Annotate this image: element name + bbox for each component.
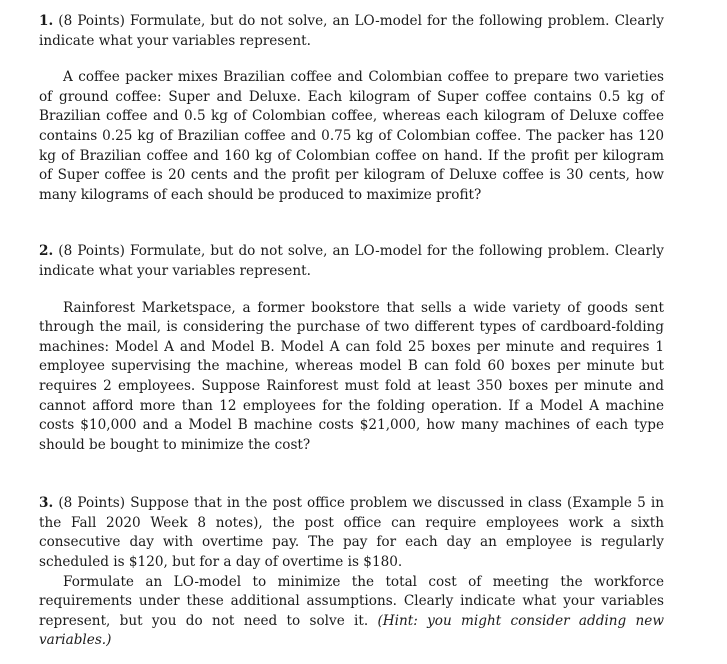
- problem-1-number: 1.: [39, 13, 54, 29]
- problem-3-body-text: Formulate an LO-model to minimize the total cost of meeting the workforce requirements under these additional assumptions. Clearly indicate what your variables represent, but you do not need to solve it.: [39, 573, 664, 629]
- problem-2: [39, 242, 664, 455]
- problem-3-body: [39, 573, 664, 651]
- problem-3-instructions: (8 Points) Suppose that in the post office problem we discussed in class (Example 5 in the Fall 2020 Week 8 notes), the post office can require employees work a sixth consecutive day with overtime pay. The pay for each day an employee is regularly scheduled is $120, but for a day of overtime is $180.: [39, 495, 664, 571]
- problem-2-header: [39, 242, 664, 281]
- problem-2-body: Rainforest Marketspace, a former bookstore that sells a wide variety of goods sent through the mail, is considering the purchase of two different types of cardboard-folding machines: Model A and Model B. Model A can fold 25 boxes per minute and requires 1 employee supervising the machine, whereas model B can fold 60 boxes per minute but requires 2 employees. Suppose Rainforest must fold at least 350 boxes per minute and cannot afford more than 12 employees for the folding operation. If a Model A machine costs $10,000 and a Model B machine costs $21,000, how many machines of each type should be bought to minimize the cost?: [39, 299, 664, 453]
- problem-1-header: [39, 12, 664, 51]
- problem-3-hint: (Hint: you might consider adding new variables.): [39, 612, 664, 649]
- problem-3-header: [39, 494, 664, 572]
- problem-1-instructions: (8 Points) Formulate, but do not solve, an LO-model for the following problem. Clearly indicate what your variables represent.: [39, 13, 664, 49]
- problem-3-number: 3.: [39, 495, 54, 512]
- homework-page: [39, 12, 664, 651]
- problem-1: [39, 12, 664, 205]
- problem-1-body: A coffee packer mixes Brazilian coffee and Colombian coffee to prepare two varieties of ground coffee: Super and Deluxe. Each kilogram of Super coffee contains 0.5 kg of Brazilian coffee and 0.5 kg of Colombian coffee, whereas each kilogram of Deluxe coffee contains 0.25 kg of Brazilian coffee and 0.75 kg of Colombian coffee. The packer has 120 kg of Brazilian coffee and 160 kg of Colombian coffee on hand. If the profit per kilogram of Super coffee is 20 cents and the profit per kilogram of Deluxe coffee is 30 cents, how many kilograms of each should be produced to maximize profit?: [39, 69, 664, 203]
- problem-2-instructions: (8 Points) Formulate, but do not solve, an LO-model for the following problem. Clearly indicate what your variables represent.: [39, 243, 664, 279]
- problem-3: [39, 494, 664, 651]
- problem-2-number: 2.: [39, 243, 54, 260]
